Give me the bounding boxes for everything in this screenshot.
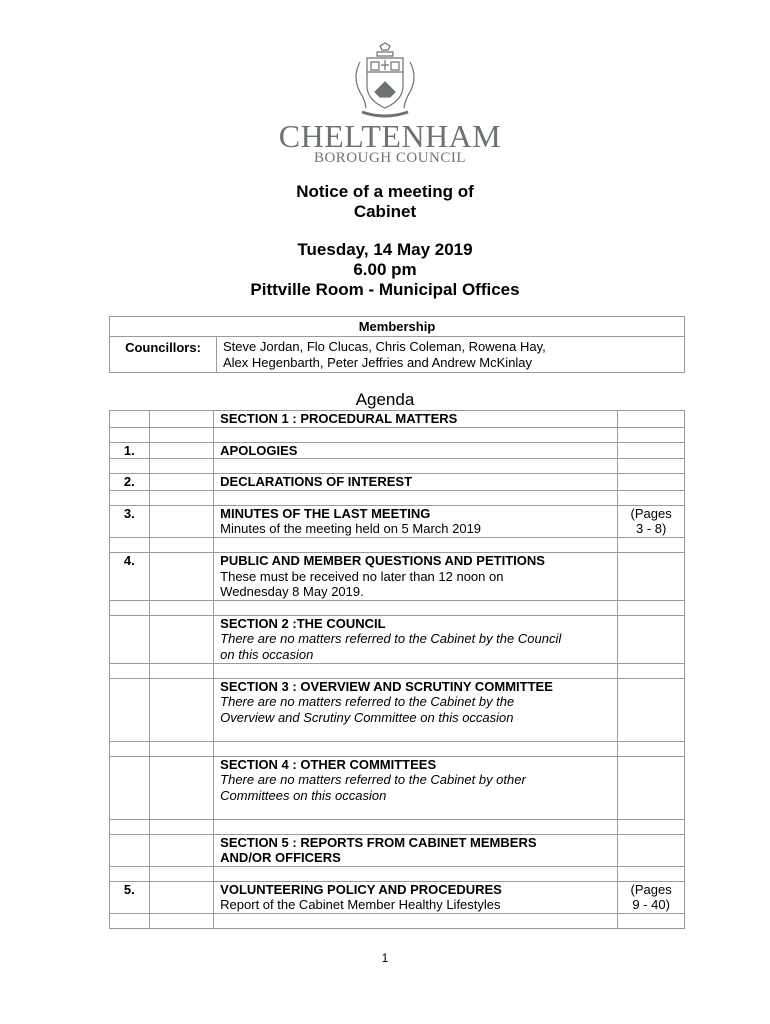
- section-5-title: SECTION 5 : REPORTS FROM CABINET MEMBERS: [220, 834, 537, 850]
- item-description: These must be received no later than 12 noon on: [220, 568, 504, 584]
- agenda-table: [109, 410, 685, 929]
- table-row: [110, 834, 685, 866]
- item-number: 3.: [110, 505, 150, 537]
- notice-line-2: Cabinet: [353, 202, 417, 221]
- councillors-list: [217, 337, 685, 373]
- item-number: 5.: [110, 881, 150, 913]
- item-pages: (Pages: [630, 881, 672, 897]
- item-title: MINUTES OF THE LAST MEETING: [220, 505, 431, 521]
- councillors-line-1: Steve Jordan, Flo Clucas, Chris Coleman, Rowena Hay,: [223, 339, 546, 354]
- org-name: CHELTENHAM: [278, 118, 502, 154]
- item-number: 4.: [110, 552, 150, 600]
- table-row: [110, 678, 685, 741]
- table-row: [110, 474, 685, 491]
- councillors-label: Councillors:: [110, 337, 217, 373]
- section-5-title: AND/OR OFFICERS: [220, 850, 341, 866]
- item-description: Wednesday 8 May 2019.: [220, 584, 364, 600]
- item-title: PUBLIC AND MEMBER QUESTIONS AND PETITIONS: [220, 552, 545, 568]
- table-row: [110, 442, 685, 459]
- item-pages: (Pages: [630, 505, 672, 521]
- section-4-title: SECTION 4 : OTHER COMMITTEES: [220, 756, 437, 772]
- meeting-date: Tuesday, 14 May 2019: [297, 240, 473, 259]
- item-pages-range: 9 - 40): [632, 897, 670, 913]
- item-title: DECLARATIONS OF INTEREST: [214, 474, 618, 491]
- item-number: 1.: [110, 442, 150, 459]
- item-description: Report of the Cabinet Member Healthy Lifestyles: [220, 897, 501, 913]
- item-pages-range: 3 - 8): [635, 521, 667, 537]
- meeting-time: 6.00 pm: [353, 260, 417, 279]
- section-3-note: There are no matters referred to the Cabinet by the: [220, 694, 515, 710]
- membership-heading: Membership: [110, 317, 685, 337]
- table-row: [110, 756, 685, 819]
- table-row: [110, 615, 685, 663]
- council-crest-logo: [350, 42, 420, 124]
- section-2-note: on this occasion: [220, 646, 314, 662]
- page-number: 1: [381, 951, 389, 965]
- section-1-title: SECTION 1 : PROCEDURAL MATTERS: [214, 411, 618, 428]
- councillors-line-2: Alex Hegenbarth, Peter Jeffries and Andrew McKinlay: [223, 355, 533, 370]
- section-2-title: SECTION 2 :THE COUNCIL: [220, 615, 386, 631]
- section-4-note: There are no matters referred to the Cabinet by other: [220, 772, 526, 788]
- item-title: VOLUNTEERING POLICY AND PROCEDURES: [220, 881, 502, 897]
- section-3-note: Overview and Scrutiny Committee on this occasion: [220, 709, 514, 725]
- table-row: [110, 411, 685, 428]
- table-row: [110, 881, 685, 913]
- meeting-venue: Pittville Room - Municipal Offices: [250, 280, 520, 299]
- membership-table: [109, 316, 685, 373]
- table-row: [110, 505, 685, 537]
- item-title: APOLOGIES: [214, 442, 618, 459]
- item-number: 2.: [110, 474, 150, 491]
- agenda-title: Agenda: [355, 390, 415, 409]
- section-4-note: Committees on this occasion: [220, 787, 387, 803]
- notice-line-1: Notice of a meeting of: [296, 182, 474, 201]
- table-row: [110, 552, 685, 600]
- org-subtitle: BOROUGH COUNCIL: [313, 150, 467, 166]
- section-2-note: There are no matters referred to the Cabinet by the Council: [220, 631, 562, 647]
- item-description: Minutes of the meeting held on 5 March 2019: [220, 521, 482, 537]
- section-3-title: SECTION 3 : OVERVIEW AND SCRUTINY COMMITTEE: [220, 678, 553, 694]
